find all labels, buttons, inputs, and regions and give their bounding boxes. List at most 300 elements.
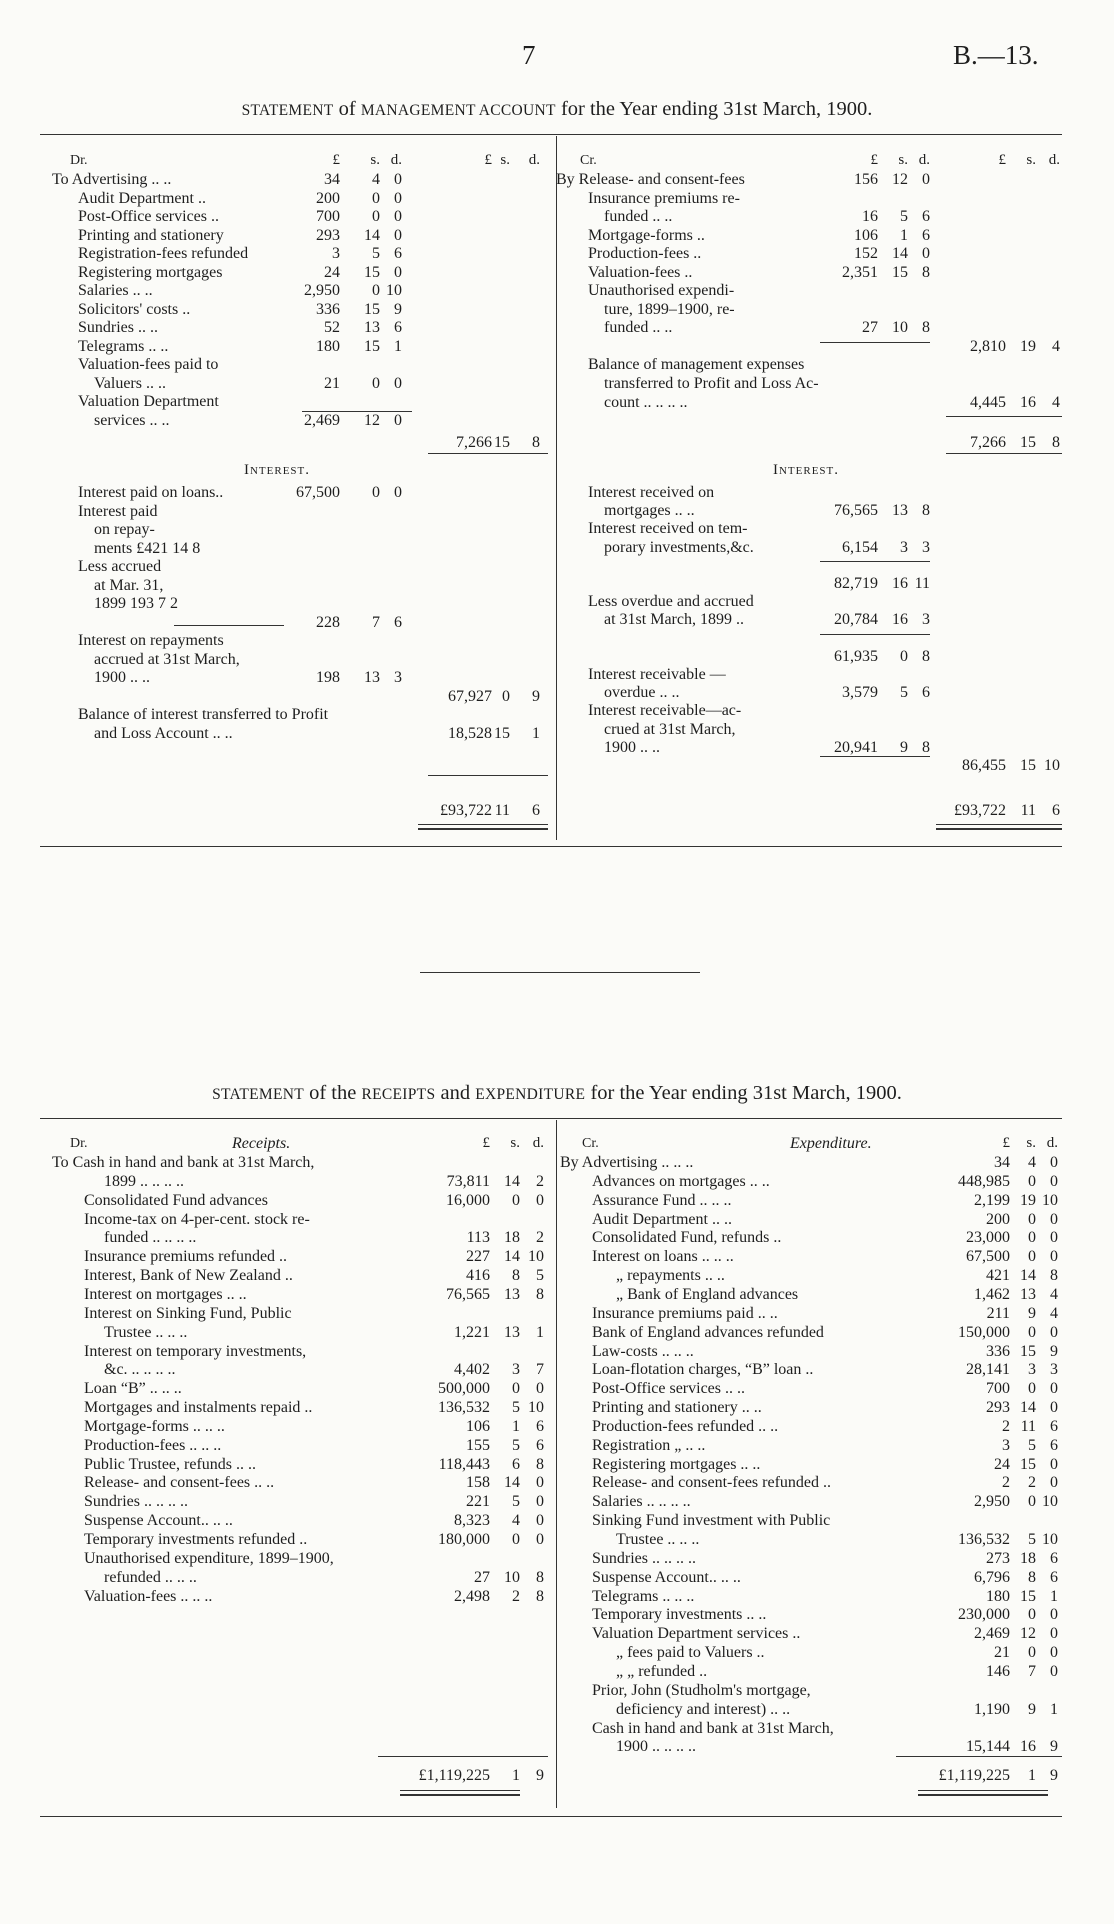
rcr-amount-pounds: 273 bbox=[986, 1549, 1010, 1567]
dr-int-line: 1900 .. .. bbox=[94, 669, 150, 686]
rdr-amount-shillings: 5 bbox=[512, 1399, 520, 1417]
page-number: 7 bbox=[522, 40, 536, 70]
rcr-amount-pence: 0 bbox=[1050, 1248, 1058, 1266]
cr-amount-shillings: 15 bbox=[892, 263, 908, 281]
rdr-amount-pounds: 155 bbox=[466, 1436, 490, 1454]
cr-line: ture, 1899–1900, re- bbox=[604, 300, 735, 318]
dr-amount-pounds: 180 bbox=[316, 337, 340, 355]
dr-amount-pence: 0 bbox=[394, 226, 402, 244]
rcr-amount-pounds: 28,141 bbox=[966, 1361, 1010, 1379]
rdr-line: Production-fees .. .. .. bbox=[84, 1436, 222, 1454]
cr-int-line: Interest receivable — bbox=[588, 666, 726, 683]
rdr-amount-pence: 8 bbox=[536, 1587, 544, 1605]
dr-amount-pence: 9 bbox=[394, 300, 402, 318]
rcr-amount-pounds: 150,000 bbox=[958, 1323, 1010, 1341]
dr-line: services .. .. bbox=[94, 411, 170, 429]
rcr-amount-shillings: 5 bbox=[1028, 1531, 1036, 1548]
rcr-line: By Advertising .. .. .. bbox=[560, 1154, 694, 1171]
rcr-amount-pence: 0 bbox=[1050, 1662, 1058, 1680]
rcr-amount-pence: 8 bbox=[1050, 1267, 1058, 1285]
rdr-amount-shillings: 1 bbox=[512, 1417, 520, 1435]
cr-balance-line: Balance of management expenses bbox=[588, 356, 805, 373]
cr-int-rule2 bbox=[820, 634, 930, 635]
dr-int-rule2 bbox=[428, 775, 548, 776]
rcr-head: Expenditure. bbox=[790, 1135, 872, 1152]
rdr-amount-pence: 0 bbox=[536, 1380, 544, 1398]
rcr-amount-pounds: 3 bbox=[1002, 1436, 1010, 1454]
rcr-amount-shillings: 13 bbox=[1020, 1285, 1036, 1303]
cr-int-amount-shillings: 16 bbox=[892, 611, 908, 629]
rcr-headcols-col-1: s. bbox=[1026, 1135, 1036, 1151]
rdr-line: Suspense Account.. .. .. bbox=[84, 1512, 233, 1530]
rcr-line: Sinking Fund investment with Public bbox=[592, 1512, 831, 1530]
cr-balance-pounds: 4,445 bbox=[970, 394, 1006, 411]
cr-int-amount-pounds: 76,565 bbox=[834, 502, 878, 520]
rdr-line: refunded .. .. .. bbox=[104, 1568, 197, 1586]
cr-line: Production-fees .. bbox=[588, 245, 702, 262]
section-separator bbox=[420, 972, 700, 973]
cr-interest-heading: Interest. bbox=[772, 462, 840, 478]
cr-int-line: overdue .. .. bbox=[604, 684, 680, 702]
cr-total1-rule bbox=[946, 416, 1062, 417]
rcr-amount-pence: 0 bbox=[1050, 1455, 1058, 1473]
dr-total1-pounds: 7,266 bbox=[456, 434, 492, 451]
rdr-line: Temporary investments refunded .. bbox=[84, 1531, 308, 1548]
cr-grand-total-pence: 6 bbox=[1052, 802, 1060, 819]
rdr-amount-shillings: 0 bbox=[512, 1380, 520, 1398]
rdr-amount-pounds: 27 bbox=[474, 1568, 490, 1586]
rdr-amount-pence: 10 bbox=[528, 1248, 544, 1266]
rcr-amount-pounds: 2 bbox=[1002, 1474, 1010, 1492]
cr-int-rule1 bbox=[820, 561, 930, 562]
rcr-amount-pounds: 180 bbox=[986, 1587, 1010, 1605]
dr-amount-pounds: 293 bbox=[316, 226, 340, 244]
rdr-amount-pence: 7 bbox=[536, 1361, 544, 1379]
cr-int-amount-pence: 8 bbox=[922, 738, 930, 756]
cr-line: Unauthorised expendi- bbox=[588, 282, 735, 299]
rcr-amount-pence: 9 bbox=[1050, 1738, 1058, 1756]
rcr-amount-pounds: 15,144 bbox=[966, 1738, 1010, 1756]
rcr-line: Valuation Department services .. bbox=[592, 1625, 801, 1643]
cr-total1-pounds: 7,266 bbox=[970, 434, 1006, 451]
dr-amount-pence: 0 bbox=[394, 411, 402, 429]
cr-grand-rule bbox=[936, 824, 1062, 830]
rdr-line: Interest, Bank of New Zealand .. bbox=[84, 1267, 293, 1285]
cr-subtotal-shillings: 19 bbox=[1020, 338, 1036, 355]
cr-int-line: mortgages .. .. bbox=[604, 502, 695, 520]
rcr-amount-shillings: 0 bbox=[1028, 1248, 1036, 1266]
dr-amount-pounds: 52 bbox=[324, 319, 340, 336]
rdr-line: Valuation-fees .. .. .. bbox=[84, 1587, 213, 1605]
dr-int-line: Interest paid on loans.. bbox=[78, 484, 224, 501]
dr-amount-shillings: 0 bbox=[372, 374, 380, 392]
rcr-amount-pounds: 6,796 bbox=[974, 1568, 1010, 1586]
title-word-statement: STATEMENT bbox=[212, 1086, 304, 1103]
dr-amount-pounds: 2,950 bbox=[304, 282, 340, 299]
rcr-line: Consolidated Fund, refunds .. bbox=[592, 1229, 782, 1247]
rdr-amount-pounds: 158 bbox=[466, 1474, 490, 1492]
rdr-line: &c. .. .. .. .. bbox=[104, 1361, 176, 1379]
rcr-amount-shillings: 11 bbox=[1020, 1417, 1036, 1435]
title-word-expenditure: EXPENDITURE bbox=[475, 1086, 586, 1103]
cr-int-line: 1900 .. .. bbox=[604, 738, 660, 756]
rcr-amount-shillings: 3 bbox=[1028, 1361, 1036, 1379]
rdr-line: Interest on temporary investments, bbox=[84, 1342, 307, 1360]
page-reference: B.—13. bbox=[953, 40, 1039, 70]
rdr-line: Release- and consent-fees .. .. bbox=[84, 1474, 275, 1492]
rdr-amount-pounds: 1,221 bbox=[454, 1323, 490, 1341]
dr-int-line: Balance of interest transferred to Profit bbox=[78, 706, 329, 723]
dr-int-total-pounds: 67,927 bbox=[448, 687, 492, 705]
rdr-line: Loan “B” .. .. .. bbox=[84, 1380, 182, 1398]
dr-head-col-0: £ bbox=[332, 152, 340, 168]
rcr-amount-pence: 0 bbox=[1050, 1172, 1058, 1190]
rcr-line: „ fees paid to Valuers .. bbox=[616, 1644, 765, 1662]
rdr-amount-pounds: 221 bbox=[466, 1493, 490, 1511]
rdr-line: Consolidated Fund advances bbox=[84, 1191, 268, 1209]
dr-amount-pence: 10 bbox=[386, 282, 402, 299]
rdr-amount-pence: 0 bbox=[536, 1191, 544, 1209]
dr-line: Solicitors' costs .. bbox=[78, 300, 191, 318]
dr-amount-pounds: 700 bbox=[316, 208, 340, 225]
rcr-line: Trustee .. .. .. bbox=[616, 1531, 700, 1548]
cr-int-amount-pence: 8 bbox=[922, 502, 930, 520]
rcr-amount-pence: 6 bbox=[1050, 1436, 1058, 1454]
rcr-amount-shillings: 9 bbox=[1028, 1304, 1036, 1322]
cr-amount-pounds: 2,351 bbox=[842, 263, 878, 281]
rdr-total-rule bbox=[378, 1756, 548, 1757]
dr-line: Audit Department .. bbox=[78, 189, 206, 207]
rcr-amount-pence: 6 bbox=[1050, 1568, 1058, 1586]
cr-head-col-5: d. bbox=[1048, 152, 1060, 168]
dr-int-total-shillings: 0 bbox=[502, 687, 510, 705]
rcr-amount-shillings: 19 bbox=[1020, 1191, 1036, 1209]
rdr-amount-shillings: 5 bbox=[512, 1436, 520, 1454]
cr-amount-pence: 8 bbox=[922, 319, 930, 336]
dr-head-col-5: d. bbox=[528, 152, 540, 168]
rdr-line: Trustee .. .. .. bbox=[104, 1323, 188, 1341]
cr-amount-pence: 6 bbox=[922, 226, 930, 244]
rcr-line: „ repayments .. .. bbox=[616, 1267, 725, 1285]
dr-amount-pence: 0 bbox=[394, 263, 402, 281]
rcr-amount-pounds: 448,985 bbox=[958, 1172, 1010, 1190]
rcr-grand-total-shillings: 1 bbox=[1028, 1767, 1036, 1784]
dr-line: Sundries .. .. bbox=[78, 319, 158, 336]
dr-line: Salaries .. .. bbox=[78, 282, 153, 299]
cr-head-col-1: s. bbox=[898, 152, 908, 168]
cr-int-amount-pounds: 3,579 bbox=[842, 684, 878, 702]
rdr-amount-pounds: 136,532 bbox=[438, 1399, 490, 1417]
cr-grand-total-pounds: £93,722 bbox=[954, 802, 1006, 819]
cr-line: Insurance premiums re- bbox=[588, 189, 740, 207]
rcr-amount-pence: 0 bbox=[1050, 1399, 1058, 1417]
rcr-amount-shillings: 15 bbox=[1020, 1587, 1036, 1605]
rdr-grand-total-pence: 9 bbox=[536, 1767, 544, 1784]
rcr-amount-pounds: 421 bbox=[986, 1267, 1010, 1285]
rdr-amount-shillings: 14 bbox=[504, 1248, 520, 1266]
dr-amount-shillings: 15 bbox=[364, 300, 380, 318]
management-statement-title bbox=[0, 98, 1114, 121]
cr-amount-shillings: 10 bbox=[892, 319, 908, 336]
rcr-amount-pounds: 336 bbox=[986, 1342, 1010, 1360]
cr-int-amount-pence: 3 bbox=[922, 538, 930, 556]
cr-amount-pence: 0 bbox=[922, 245, 930, 262]
dr-int-amount-pounds: 198 bbox=[316, 669, 340, 686]
dr-int-amount-shillings: 13 bbox=[364, 669, 380, 686]
cr-int-amount-pounds: 82,719 bbox=[834, 575, 878, 592]
rule-top-management bbox=[40, 134, 1062, 135]
rdr-amount-pounds: 106 bbox=[466, 1417, 490, 1435]
rcr-line: Registration „ .. .. bbox=[592, 1436, 706, 1454]
cr-head-col-4: s. bbox=[1026, 152, 1036, 168]
rdr-line: Mortgage-forms .. .. .. bbox=[84, 1417, 225, 1435]
rcr-amount-pence: 0 bbox=[1050, 1210, 1058, 1228]
rcr-line: deficiency and interest) .. .. bbox=[616, 1700, 791, 1718]
dr-amount-pence: 6 bbox=[394, 319, 402, 336]
rdr-amount-pounds: 416 bbox=[466, 1267, 490, 1285]
dr-int-total-shillings: 15 bbox=[494, 724, 510, 742]
title-word-statement: STATEMENT bbox=[241, 102, 334, 119]
dr-amount-pounds: 24 bbox=[324, 263, 340, 281]
rcr-amount-pounds: 2,950 bbox=[974, 1493, 1010, 1511]
rcr-amount-shillings: 0 bbox=[1028, 1323, 1036, 1341]
title-word-of: of bbox=[338, 98, 356, 120]
rdr-amount-pounds: 2,498 bbox=[454, 1587, 490, 1605]
rcr-amount-shillings: 5 bbox=[1028, 1436, 1036, 1454]
rdr-line: Mortgages and instalments repaid .. bbox=[84, 1399, 313, 1417]
rdr-line: Sundries .. .. .. .. bbox=[84, 1493, 188, 1511]
rdr-amount-shillings: 0 bbox=[512, 1531, 520, 1548]
cr-int-amount-shillings: 16 bbox=[892, 575, 908, 592]
rcr-amount-pence: 10 bbox=[1042, 1531, 1058, 1548]
rcr-amount-shillings: 14 bbox=[1020, 1399, 1036, 1417]
cr-grand-total-shillings: 11 bbox=[1020, 802, 1036, 819]
rdr-headcols-col-2: d. bbox=[532, 1135, 544, 1151]
rcr-amount-shillings: 12 bbox=[1020, 1625, 1036, 1643]
rdr-amount-pence: 6 bbox=[536, 1436, 544, 1454]
dr-int-total-pence: 1 bbox=[532, 724, 540, 742]
rcr-line: Advances on mortgages .. .. bbox=[592, 1172, 770, 1190]
dr-amount-pence: 0 bbox=[394, 208, 402, 225]
rcr-amount-pence: 6 bbox=[1050, 1417, 1058, 1435]
rule-bottom-receipts bbox=[40, 1816, 1062, 1817]
cr-int-line: Interest receivable—ac- bbox=[588, 702, 742, 720]
rcr-line: „ Bank of England advances bbox=[616, 1285, 799, 1303]
cr-line: Mortgage-forms .. bbox=[588, 226, 705, 244]
cr-int-amount-pence: 3 bbox=[922, 611, 930, 629]
dr-grand-rule bbox=[418, 824, 548, 830]
cr-int-amount-pence: 11 bbox=[914, 575, 930, 592]
rdr-grand-total-shillings: 1 bbox=[512, 1767, 520, 1784]
rcr-line: Post-Office services .. .. bbox=[592, 1380, 745, 1398]
dr-int-amount-pounds: 67,500 bbox=[296, 484, 340, 501]
cr-int-line: Interest received on bbox=[588, 484, 715, 501]
rdr-line: 1899 .. .. .. .. bbox=[104, 1172, 184, 1190]
rcr-amount-shillings: 15 bbox=[1020, 1455, 1036, 1473]
rcr-amount-shillings: 9 bbox=[1028, 1700, 1036, 1718]
cr-int-amount-pounds: 20,784 bbox=[834, 611, 878, 629]
rdr-amount-pence: 2 bbox=[536, 1172, 544, 1190]
rcr-headcols-col-2: d. bbox=[1046, 1135, 1058, 1151]
dr-amount-shillings: 14 bbox=[364, 226, 380, 244]
rcr-label: Cr. bbox=[582, 1136, 599, 1151]
dr-amount-pence: 0 bbox=[394, 374, 402, 392]
rdr-line: Income-tax on 4-per-cent. stock re- bbox=[84, 1210, 310, 1228]
cr-amount-pounds: 152 bbox=[854, 245, 878, 262]
dr-int-amount-shillings: 0 bbox=[372, 484, 380, 501]
rcr-amount-pence: 9 bbox=[1050, 1342, 1058, 1360]
receipts-statement-title bbox=[0, 1082, 1114, 1105]
rcr-amount-pounds: 2,199 bbox=[974, 1191, 1010, 1209]
rdr-amount-shillings: 13 bbox=[504, 1323, 520, 1341]
cr-int-line: porary investments,&c. bbox=[604, 538, 754, 556]
rcr-amount-pounds: 1,190 bbox=[974, 1700, 1010, 1718]
rdr-grand-rule bbox=[400, 1790, 520, 1796]
cr-amount-pounds: 27 bbox=[862, 319, 878, 336]
title-word-receipts: RECEIPTS bbox=[361, 1086, 436, 1103]
rcr-line: Audit Department .. .. bbox=[592, 1210, 732, 1228]
rdr-head: Receipts. bbox=[232, 1135, 291, 1152]
center-divider-management bbox=[556, 136, 557, 840]
rcr-amount-shillings: 0 bbox=[1028, 1210, 1036, 1228]
rcr-amount-pence: 4 bbox=[1050, 1304, 1058, 1322]
rcr-amount-pence: 10 bbox=[1042, 1493, 1058, 1511]
rcr-amount-shillings: 0 bbox=[1028, 1606, 1036, 1624]
rdr-amount-shillings: 3 bbox=[512, 1361, 520, 1379]
rdr-amount-pence: 0 bbox=[536, 1512, 544, 1530]
dr-int-rule1 bbox=[174, 625, 284, 626]
cr-int-amount-pence: 8 bbox=[922, 647, 930, 665]
dr-amount-shillings: 15 bbox=[364, 337, 380, 355]
cr-amount-pence: 8 bbox=[922, 263, 930, 281]
cr-amount-shillings: 12 bbox=[892, 171, 908, 188]
cr-amount-pounds: 16 bbox=[862, 208, 878, 225]
rdr-amount-pence: 10 bbox=[528, 1399, 544, 1417]
dr-int-amount-pence: 0 bbox=[394, 484, 402, 501]
cr-int-amount-pounds: 61,935 bbox=[834, 647, 878, 665]
rcr-amount-pence: 4 bbox=[1050, 1285, 1058, 1303]
rdr-amount-shillings: 6 bbox=[512, 1455, 520, 1473]
dr-amount-shillings: 13 bbox=[364, 319, 380, 336]
rdr-amount-pence: 6 bbox=[536, 1417, 544, 1435]
dr-int-line: Less accrued bbox=[78, 558, 162, 575]
rcr-amount-shillings: 0 bbox=[1028, 1380, 1036, 1398]
rcr-amount-pounds: 2 bbox=[1002, 1417, 1010, 1435]
dr-subtotal-rule bbox=[302, 411, 412, 412]
dr-line: Registration-fees refunded bbox=[78, 245, 249, 262]
rcr-headcols-col-0: £ bbox=[1002, 1135, 1010, 1151]
center-divider-receipts bbox=[556, 1120, 557, 1808]
cr-subtotal-pence: 4 bbox=[1052, 338, 1060, 355]
rdr-amount-shillings: 14 bbox=[504, 1474, 520, 1492]
rcr-amount-shillings: 0 bbox=[1028, 1644, 1036, 1662]
rcr-line: Bank of England advances refunded bbox=[592, 1323, 824, 1341]
cr-head-col-0: £ bbox=[870, 152, 878, 168]
dr-amount-pounds: 336 bbox=[316, 300, 340, 318]
rcr-line: Prior, John (Studholm's mortgage, bbox=[592, 1681, 811, 1699]
dr-int-total-pence: 9 bbox=[532, 687, 540, 705]
rdr-headcols-col-1: s. bbox=[510, 1135, 520, 1151]
rdr-line: Interest on Sinking Fund, Public bbox=[84, 1304, 292, 1322]
rcr-line: 1900 .. .. .. .. bbox=[616, 1738, 696, 1756]
dr-amount-shillings: 15 bbox=[364, 263, 380, 281]
dr-int-line: on repay- bbox=[94, 521, 155, 538]
rcr-amount-pounds: 230,000 bbox=[958, 1606, 1010, 1624]
rdr-line: funded .. .. .. .. bbox=[104, 1229, 197, 1247]
dr-amount-shillings: 0 bbox=[372, 282, 380, 299]
cr-balance-line: count .. .. .. .. bbox=[604, 394, 688, 411]
dr-amount-pounds: 200 bbox=[316, 189, 340, 207]
rcr-amount-pounds: 700 bbox=[986, 1380, 1010, 1398]
title-rest: for the Year ending 31st March, 1900. bbox=[560, 98, 873, 120]
rcr-amount-shillings: 18 bbox=[1020, 1549, 1036, 1567]
rcr-line: Sundries .. .. .. .. bbox=[592, 1549, 696, 1567]
rdr-amount-shillings: 18 bbox=[504, 1229, 520, 1247]
cr-int-amount-shillings: 13 bbox=[892, 502, 908, 520]
dr-line: Valuation Department bbox=[78, 393, 219, 410]
dr-line: Printing and stationery bbox=[78, 226, 224, 244]
rcr-amount-pounds: 293 bbox=[986, 1399, 1010, 1417]
cr-int-amount-shillings: 9 bbox=[900, 738, 908, 756]
rdr-amount-pence: 8 bbox=[536, 1285, 544, 1303]
dr-line: Post-Office services .. bbox=[78, 208, 219, 225]
rcr-grand-total-pounds: £1,119,225 bbox=[938, 1767, 1010, 1784]
rcr-amount-pounds: 1,462 bbox=[974, 1285, 1010, 1303]
cr-amount-shillings: 5 bbox=[900, 208, 908, 225]
cr-int-line: Interest received on tem- bbox=[588, 520, 748, 538]
rcr-amount-pence: 1 bbox=[1050, 1700, 1058, 1718]
dr-line: Valuation-fees paid to bbox=[78, 356, 219, 373]
cr-int-total-pence: 10 bbox=[1044, 757, 1060, 774]
rdr-amount-pence: 5 bbox=[536, 1267, 544, 1285]
dr-int-amount-shillings: 7 bbox=[372, 613, 380, 631]
dr-total1-rule bbox=[428, 453, 548, 454]
dr-amount-pounds: 3 bbox=[332, 245, 340, 262]
dr-amount-shillings: 4 bbox=[372, 171, 380, 188]
dr-interest-heading: Interest. bbox=[243, 462, 311, 478]
cr-line: By Release- and consent-fees bbox=[556, 171, 745, 188]
rcr-amount-pence: 6 bbox=[1050, 1549, 1058, 1567]
dr-int-line: and Loss Account .. .. bbox=[94, 724, 233, 742]
dr-grand-total-pounds: £93,722 bbox=[440, 802, 492, 819]
rcr-amount-shillings: 2 bbox=[1028, 1474, 1036, 1492]
cr-int-line: crued at 31st March, bbox=[604, 720, 736, 738]
cr-total1-rule2 bbox=[946, 453, 1062, 454]
dr-int-line: ments £421 14 8 bbox=[94, 539, 201, 557]
cr-int-amount-shillings: 5 bbox=[900, 684, 908, 702]
dr-grand-total-pence: 6 bbox=[532, 802, 540, 819]
rdr-line: Unauthorised expenditure, 1899–1900, bbox=[84, 1549, 334, 1567]
dr-int-amount-pence: 3 bbox=[394, 669, 402, 686]
dr-line: Valuers .. .. bbox=[94, 374, 166, 392]
rdr-amount-pounds: 4,402 bbox=[454, 1361, 490, 1379]
dr-amount-pence: 6 bbox=[394, 245, 402, 262]
dr-head-col-3: £ bbox=[484, 152, 492, 168]
rdr-amount-pounds: 73,811 bbox=[446, 1172, 490, 1190]
rcr-amount-shillings: 15 bbox=[1020, 1342, 1036, 1360]
rcr-line: Insurance premiums paid .. .. bbox=[592, 1304, 778, 1322]
rcr-line: Interest on loans .. .. .. bbox=[592, 1248, 734, 1266]
rdr-amount-shillings: 2 bbox=[512, 1587, 520, 1605]
title-word-and: and bbox=[440, 1082, 471, 1104]
rcr-amount-pounds: 67,500 bbox=[966, 1248, 1010, 1266]
rcr-amount-pence: 0 bbox=[1050, 1323, 1058, 1341]
rdr-amount-pounds: 180,000 bbox=[438, 1531, 490, 1548]
dr-total1-shillings: 15 bbox=[494, 434, 510, 451]
rcr-amount-pounds: 23,000 bbox=[966, 1229, 1010, 1247]
rdr-line: Insurance premiums refunded .. bbox=[84, 1248, 288, 1266]
rule-top-receipts bbox=[40, 1118, 1062, 1119]
